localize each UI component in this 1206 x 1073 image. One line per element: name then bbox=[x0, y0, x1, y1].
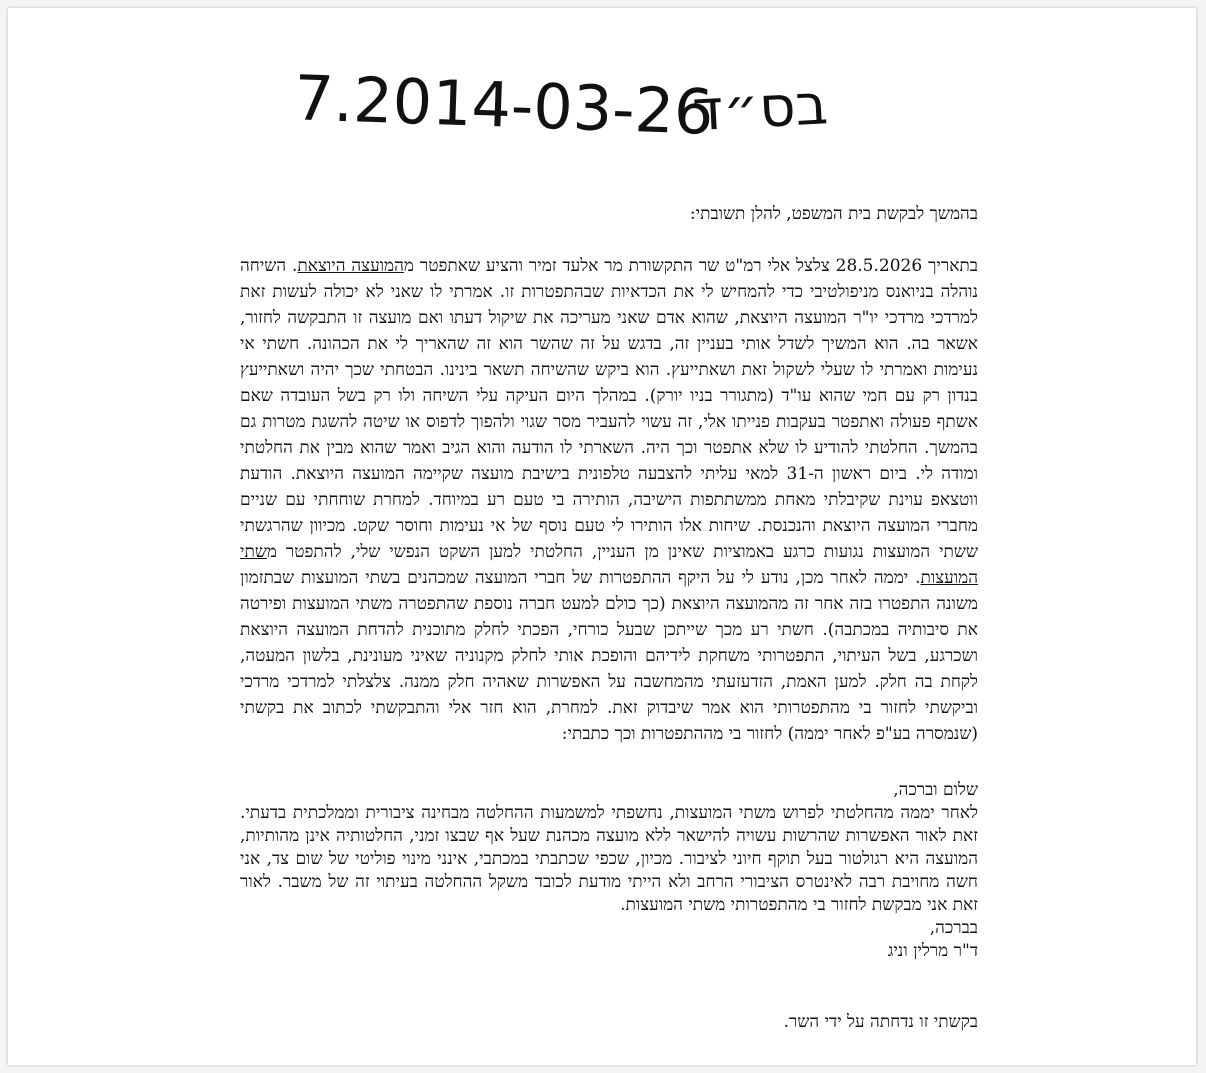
letter-signature: ד"ר מרלין וניג bbox=[887, 941, 978, 961]
handwritten-header bbox=[288, 48, 988, 158]
handwritten-date: 7.2014-03-26 bbox=[292, 61, 715, 149]
letter-greeting: שלום וברכה, bbox=[893, 780, 978, 800]
underlined-phrase-outgoing-council: המועצה היוצאת bbox=[297, 256, 404, 276]
intro-line: בהמשך לבקשת בית המשפט, להלן תשובתי: bbox=[689, 204, 978, 224]
underlined-phrase-both-councils: שתי המועצות bbox=[240, 542, 978, 588]
document-page bbox=[8, 8, 1196, 1065]
paragraph-lead: בתאריך 28.5.2026 צלצל אלי רמ"ט שר התקשורת מר אלעד זמיר והציע שאתפטר מ bbox=[403, 256, 978, 276]
quoted-letter bbox=[240, 779, 978, 963]
letter-body: לאחר יממה מהחלטתי לפרוש משתי המועצות, נחשפתי למשמעות ההחלטה מבחינה ציבורית וממלכתית בדעתי. זאת לאור האפשרות שהרשות עשויה להישאר ללא מועצה מכהנת שעל אף שבצו זמני, החלטותיה אינן מהותיות, המועצה היא רגולטור בעל תוקף חיוני לציבור. מכיון, שכפי שכתבתי במכתבי, אינני מינוי פוליטי של שום צד, אני חשה מחויבת רבה לאינטרס הציבורי הרחב ולא הייתי מודעת לכובד משקל ההחלטה בעיתוי זה של משבר. לאור זאת אני מבקשת לחזור בי מהתפטרותי משתי המועצות. bbox=[240, 803, 978, 915]
paragraph-middle: . השיחה נוהלה בניואנס מניפולטיבי כדי להמחיש לי את הכדאיות שבהתפטרות זו. אמרתי לו שאני לא יכולה לעשות זאת למרדכי מרדכי יו"ר המועצה היוצאת, שהוא אדם שאני מעריכה את שיקול דעתו ואם מועצה זו התבקשה לחזור, אשאר בה. הוא המשיך לשדל אותי בעניין זה, בדגש על זה שהשר הוא זה שהאריך לי את הכהונה. חשתי אי נעימות ואמרתי לו שעלי לשקול זאת ושאתייעץ. הוא ביקש שהשיחה תשאר בינינו. הבטחתי שכך יהיה ושאתייעץ בנדון רק עם חמי שהוא עו"ד (מתגורר בניו יורק). במהלך היום העיקה עלי השיחה ולו רק בשל העובדה שאם אשתף פעולה ואתפטר בעקבות פנייתו אלי, זה עשוי להעביר מסר שגוי ולהפוך לדפוס או שיטה להשגת מטרות גם בהמשך. החלטתי להודיע לו שלא אתפטר וכך היה. השארתי לו הודעה והוא הגיב ואמר שהוא מבין את החלטתי ומודה לי. ביום ראשון ה-31 למאי עליתי להצבעה טלפונית בישיבת מועצה שקיימה המועצה היוצאת. הודעת ווטצאפ עוינת שקיבלתי מאחת ממשתתפות הישיבה, הותירה בי טעם רע במיוחד. למחרת שוחחתי עם שניים מחברי המועצה היוצאת והנכנסת. שיחות אלו הותירו לי טעם נוסף של אי נעימות וחוסר שקט. מכיוון שהרגשתי ששתי המועצות נגועות כרגע באמוציות שאינן מן העניין, החלטתי למען השקט הנפשי שלי, להתפטר מ bbox=[240, 256, 978, 562]
handwritten-bsd: בס״ד bbox=[690, 72, 830, 145]
letter-closing: בברכה, bbox=[929, 918, 978, 938]
footer-line: בקשתי זו נדחתה על ידי השר. bbox=[783, 1012, 978, 1032]
main-paragraph bbox=[240, 253, 978, 747]
paragraph-tail: . יממה לאחר מכן, נודע לי על היקף ההתפטרות של חברי המועצה שמכהנים בשתי המועצות שבתזמון משונה התפטרו בזה אחר זה מהמועצה היוצאת (כך כולם למעט חברה נוספת שהתפטרה משתי המועצות ופירטה את סיבותיה במכתבה). חשתי רע מכך שייתכן שבעל כורחי, הפכתי לחלק מתוכנית להדחת המועצה היוצאת ושכרגע, בשל העיתוי, התפטרותי משחקת לידיהם והופכת אותי לחלק מקנוניה שאיני מעונינת, בלשון המעטה, לקחת בה חלק. למען האמת, הזדעזעתי מהמחשבה על האפשרות שאהיה חלק ממנה. צלצלתי למרדכי מרדכי וביקשתי לחזור בי מהתפטרותי הוא אמר שיבדוק זאת. למחרת, הוא חזר אלי והתבקשתי לכתוב את בקשתי (שנמסרה בע"פ לאחר יממה) לחזור בי מההתפטרות וכך כתבתי: bbox=[240, 568, 978, 744]
